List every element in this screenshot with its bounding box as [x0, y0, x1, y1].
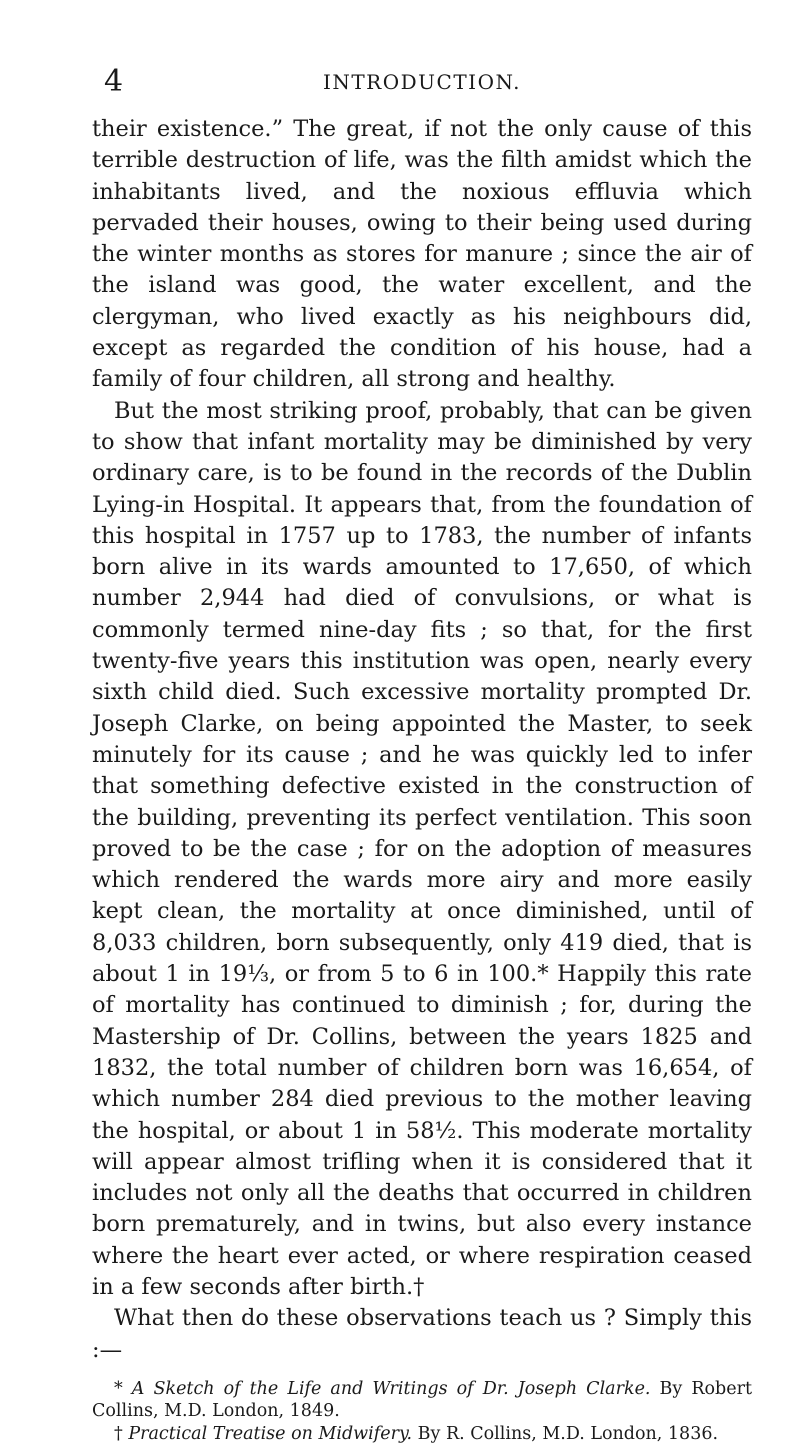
footnote-citation: By R. Collins, M.D. London, 1836.: [412, 1423, 719, 1444]
body-text: [92, 114, 752, 1366]
paragraph: What then do these observations teach us ? Simply this :—: [92, 1305, 752, 1363]
footnote-title: A Sketch of the Life and Writings of Dr. Joseph Clarke.: [131, 1378, 651, 1399]
footnote: [92, 1378, 752, 1423]
book-page: [92, 62, 752, 1445]
footnote-citation: By Robert Collins, M.D. London, 1849.: [92, 1378, 752, 1422]
footnote-title: Practical Treatise on Midwifery.: [128, 1423, 413, 1444]
footnote: [92, 1423, 752, 1445]
running-title: INTRODUCTION.: [322, 70, 522, 94]
running-head: [92, 62, 752, 102]
footnote-mark: *: [114, 1378, 123, 1399]
page-number: 4: [104, 64, 124, 99]
paragraph: their existence.” The great, if not the only cause of this terrible destruction of life, was the filth amidst which the inhabitants lived, and the noxious effluvia which pervaded their houses, owing to their being used during the winter months as stores for manure ; since the air of the island was good, the water excellent, and the clergyman, who lived exactly as his neighbours did, except as regarded the condition of his house, had a family of four children, all strong and healthy.: [92, 116, 752, 393]
footnote-mark: †: [114, 1423, 123, 1444]
paragraph: But the most striking proof, probably, that can be given to show that infant mortality may be diminished by very ordinary care, is to be found in the records of the Dublin Lying-in Hospital. It appears that, from the foundation of this hospital in 1757 up to 1783, the number of infants born alive in its wards amounted to 17,650, of which number 2,944 had died of convulsions, or what is commonly termed nine-day fits ; so that, for the first twenty-five years this institution was open, nearly every sixth child died. Such excessive mortality prompted Dr. Joseph Clarke, on being appointed the Master, to seek minutely for its cause ; and he was quickly led to infer that something defective existed in the construction of the building, preventing its perfect ventilation. This soon proved to be the case ; for on the adoption of measures which rendered the wards more airy and more easily kept clean, the mortality at once diminished, until of 8,033 children, born subsequently, only 419 died, that is about 1 in 19⅓, or from 5 to 6 in 100.* Happily this rate of mortality has continued to diminish ; for, during the Mastership of Dr. Collins, between the years 1825 and 1832, the total number of children born was 16,654, of which number 284 died previous to the mother leaving the hospital, or about 1 in 58½. This moderate mortality will appear almost trifling when it is considered that it includes not only all the deaths that occurred in children born prematurely, and in twins, but also every instance where the heart ever acted, or where respiration ceased in a few seconds after birth.†: [92, 397, 752, 1300]
footnotes: [92, 1378, 752, 1445]
